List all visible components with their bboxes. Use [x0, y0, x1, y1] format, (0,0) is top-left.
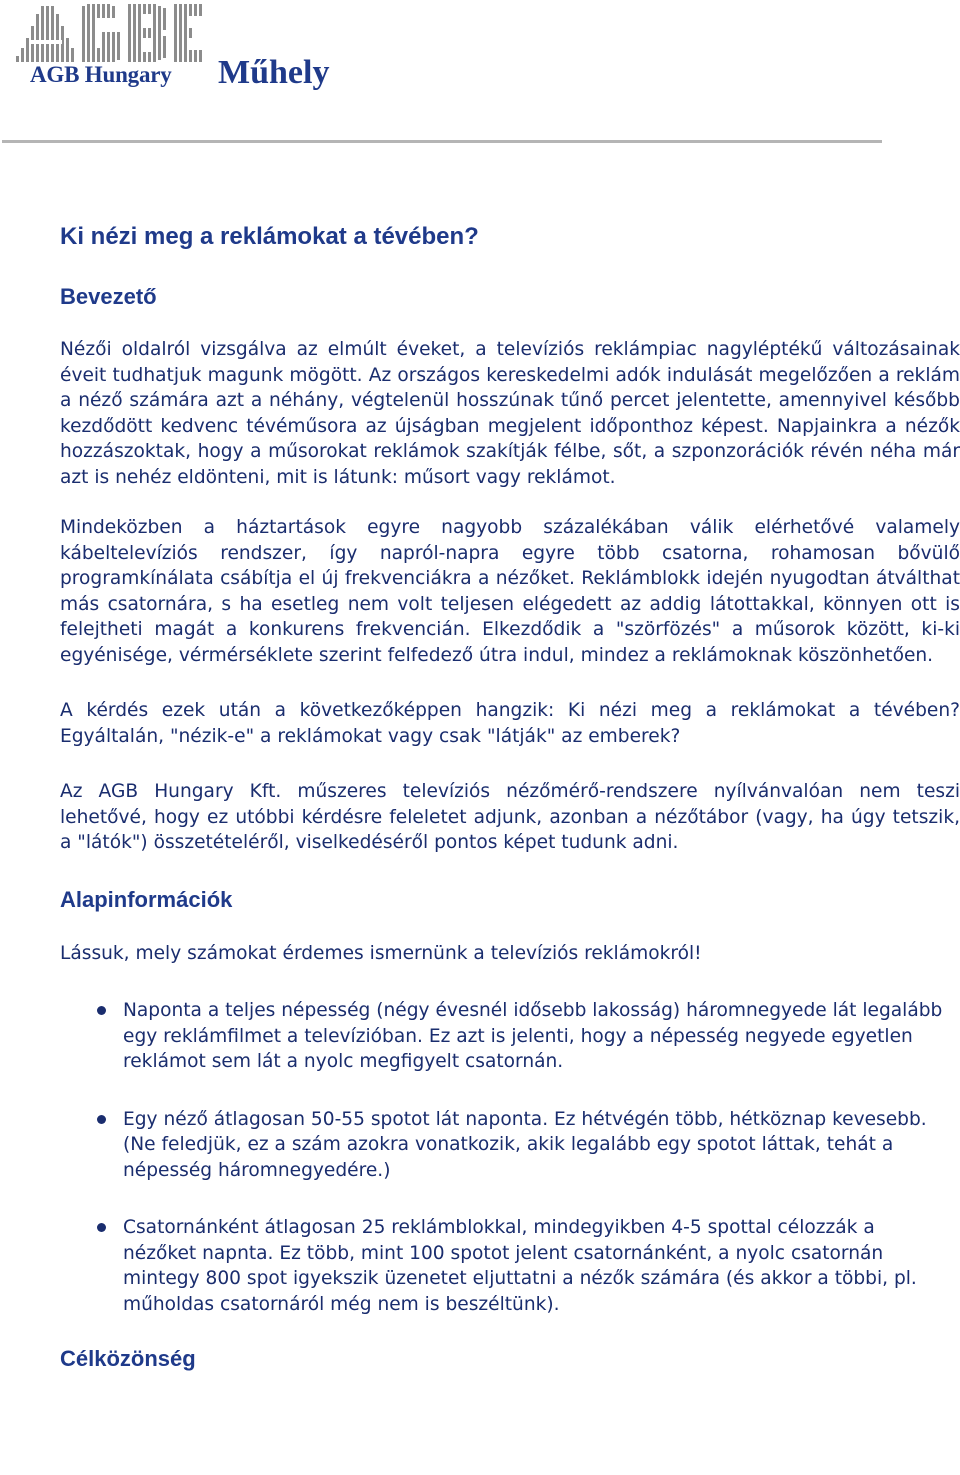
list-item [60, 998, 960, 1075]
facts-list [60, 998, 960, 1317]
bullet-icon [97, 1006, 106, 1015]
logo-subtitle: AGB Hungary [30, 62, 172, 87]
header-divider [2, 140, 882, 143]
agb-logo-icon [16, 4, 202, 62]
article [60, 222, 960, 1373]
intro-paragraph-2: Mindeközben a háztartások egyre nagyobb százalékában válik elérhetővé valamely kábeltelevíziós rendszer, így napról-napra egyre több csatorna, rohamosan bővülő programkínálata csábítja el új frekvenciákra a nézőket. Reklámblokk idején nyugodtan átválthat más csatornára, s ha esetleg nem volt teljesen elégedett az addig látottakkal, könnyen ott is felejtheti magát a konkurens frekvencián. Elkezdődik a "szörfözés" a műsorok között, ki-ki egyénisége, vérmérséklete szerint felfedező útra indul, mindez a reklámoknak köszönhetően. [60, 517, 960, 666]
list-item-text: Egy néző átlagosan 50-55 spotot lát naponta. Ez hétvégén több, hétköznap kevesebb. (Ne feledjük, ez a szám azokra vonatkozik, akik legalább egy spotot láttak, tehát a népesség háromnegyedére.) [123, 1108, 927, 1181]
section-name: Műhely [218, 54, 330, 91]
bullet-icon [97, 1223, 106, 1232]
list-item-text: Naponta a teljes népesség (négy évesnél idősebb lakosság) háromnegyede lát legalább egy reklámfilmet a televízióban. Ez azt is jelenti, hogy a népesség negyede egyetlen reklámot sem lát a nyolc megfigyelt csatornán. [123, 1000, 943, 1072]
page-header [0, 0, 960, 145]
list-item-text: Csatornánként átlagosan 25 reklámblokkal, mindegyikben 4-5 spottal célozzák a nézőket napnta. Ez több, mint 100 spotot jelent csatornánként, a nyolc csatornán mintegy 800 spot igyekszik üzenetet eljuttatni a nézők számára (és akkor a többi, pl. műholdas csatornáról még nem is beszéltünk). [123, 1217, 917, 1315]
section-heading-intro: Bevezető [60, 284, 157, 309]
intro-paragraph-4: Az AGB Hungary Kft. műszeres televíziós nézőmérő-rendszere nyílvánvalóan nem teszi lehetővé, hogy ez utóbbi kérdésre feleletet adjunk, azonban a nézőtábor (vagy, ha úgy tetszik, a "látók") összetételéről, viselkedéséről pontos képet tudunk adni. [60, 781, 960, 853]
section-heading-basics: Alapinformációk [60, 886, 233, 912]
section-heading-audience: Célközönség [60, 1346, 196, 1371]
basics-intro: Lássuk, mely számokat érdemes ismernünk a televíziós reklámokról! [60, 942, 702, 964]
intro-paragraph-1: Nézői oldalról vizsgálva az elmúlt éveket, a televíziós reklámpiac nagyléptékű változásainak éveit tudhatjuk magunk mögött. Az országos kereskedelmi adók indulását megelőzően a reklám a néző számára azt a néhány, végtelenül hosszúnak tűnő percet jelentette, amennyivel később kezdődött kedvenc tévéműsora az újságban megjelent időponthoz képest. Napjainkra a nézők hozzászoktak, hogy a műsorokat reklámok szakítják félbe, sőt, a szponzorációk révén néha már azt is nehéz eldönteni, mit is látunk: műsort vagy reklámot. [60, 339, 960, 488]
list-item [60, 1215, 960, 1317]
page-title: Ki nézi meg a reklámokat a tévében? [60, 223, 479, 250]
bullet-icon [97, 1115, 106, 1124]
intro-paragraph-3: A kérdés ezek után a következőképpen hangzik: Ki nézi meg a reklámokat a tévében? Egyáltalán, "nézik-e" a reklámokat vagy csak "látják" az emberek? [60, 700, 960, 747]
list-item [60, 1107, 960, 1184]
